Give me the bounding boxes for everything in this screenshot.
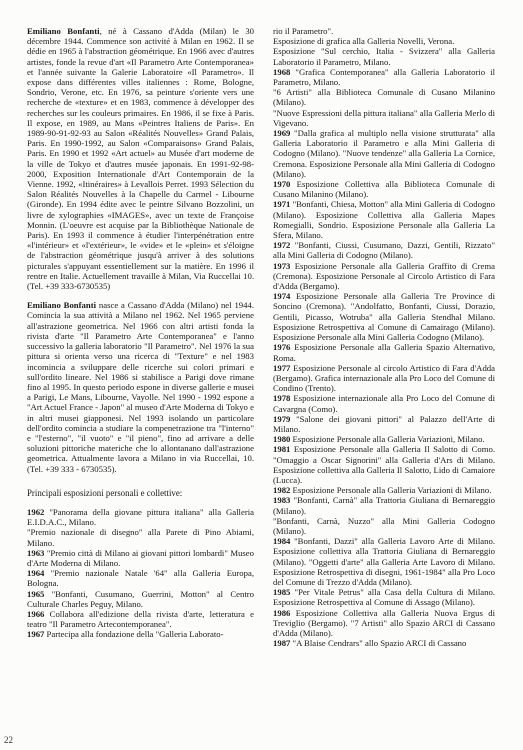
exhibition-entry — [273, 587, 495, 607]
exhibition-year: 1965 — [27, 588, 45, 599]
exhibition-year: 1966 — [27, 608, 45, 619]
exhibition-entry — [273, 291, 495, 342]
exhibition-year: 1963 — [27, 547, 45, 558]
exhibition-entry — [273, 485, 495, 495]
exhibition-entry — [273, 26, 495, 36]
exhibition-year: 1970 — [273, 179, 291, 190]
exhibition-entry — [273, 46, 495, 66]
exhibition-year: 1980 — [273, 434, 291, 445]
page-number: 22 — [4, 735, 13, 745]
exhibition-text: Esposizione Personale alla Galleria Variazioni di Milano. — [290, 485, 492, 496]
exhibition-text: "Bonfanti, Ciussi, Cusumano, Dazzi, Gentili, Rizzato" alla Mini Galleria di Codogno (Milano). — [273, 240, 495, 261]
exhibition-entry — [27, 507, 254, 527]
right-column — [273, 26, 495, 648]
exhibition-text: "A Blaise Cendrars" allo Spazio ARCI di Cassano — [290, 638, 467, 649]
exhibition-text: "Bonfanti, Carnà" alla Trattoria Giuliana di Bernareggio (Milano). — [273, 495, 495, 516]
exhibition-text: "Bonfanti, Dazzi" alla Galleria Lavoro Arte di Milano. Esposizione collettiva alla Trattoria Giuliana di Bernareggio (Milano). "Oggetti d'arte" alla Galleria Arte Lavoro di Milano. Esposizione Retrospettiva di disegni, 1961-1984" alla Pro Loco del Comune di Trezzo d'Adda (Milano). — [273, 536, 495, 587]
exhibition-text: Esposizione Personale alla Galleria Graffito di Crema (Cremona). Esposizione Personale al Circolo Artistico di Fara d'Adda (Bergamo). — [273, 260, 495, 292]
exhibition-year: 1964 — [27, 568, 45, 579]
exhibition-entry — [273, 108, 495, 128]
exhibition-year: 1972 — [273, 240, 291, 251]
exhibition-year: 1962 — [27, 506, 45, 517]
exhibition-text: Esposizione Collettiva alla Biblioteca Comunale di Cusano Milanino (Milano). — [273, 179, 495, 200]
italian-biography — [27, 300, 254, 473]
exhibition-text: "Panorama della giovane pittura italiana" alla Galleria E.I.D.A.C., Milano. — [27, 506, 254, 528]
exhibition-text: "Dalla grafica al multiplo nella visione strutturata" alla Galleria Laboratorio il Parametro e alla Mini Galleria di Codogno (Milano). "Nuove tendenze" alla Galleria La Cornice, Cremona. Esposizione Personale alla Mini Galleria di Codogno (Milano). — [273, 128, 495, 179]
exhibition-entry — [27, 589, 254, 609]
exhibition-year: 1969 — [273, 128, 291, 139]
exhibitions-heading: Principali esposizioni personali e collettive: — [27, 487, 183, 498]
exhibition-entry — [27, 568, 254, 588]
exhibition-entry — [273, 240, 495, 260]
exhibition-entry — [273, 67, 495, 87]
exhibition-year: 1976 — [273, 342, 291, 353]
exhibition-entry — [273, 434, 495, 444]
exhibition-year: 1984 — [273, 536, 291, 547]
exhibition-entry — [273, 342, 495, 362]
exhibition-entry — [273, 414, 495, 434]
exhibition-text: "Grafica Contemporanea" alla Galleria Laboratorio il Parametro, Milano. — [273, 66, 495, 88]
exhibition-entry — [27, 629, 254, 639]
exhibition-text: Esposizione internazionale alla Pro Loco del Comune di Cavargna (Como). — [273, 393, 495, 414]
exhibition-year: 1982 — [273, 485, 291, 496]
exhibition-text: Collabora all'edizione della rivista d'arte, letteratura e teatro "Il Parametro Artecontemporanea". — [27, 608, 254, 630]
exhibition-entry — [273, 608, 495, 639]
exhibitions-list-right — [273, 26, 495, 648]
exhibition-year: 1983 — [273, 495, 291, 506]
exhibition-year: 1977 — [273, 362, 291, 373]
exhibition-year: 1974 — [273, 291, 291, 302]
exhibition-year: 1971 — [273, 199, 291, 210]
exhibition-text: Partecipa alla fondazione della "Galleria Laborato- — [44, 629, 224, 640]
exhibition-year: 1973 — [273, 260, 291, 271]
exhibition-text: "6 Artisti" alla Biblioteca Comunale di Cusano Milanino (Milano). — [273, 87, 495, 108]
exhibition-entry — [273, 363, 495, 394]
exhibition-entry — [273, 638, 495, 648]
exhibition-entry — [273, 444, 495, 485]
exhibition-text: "Salone dei giovani pittori" al Palazzo dell'Arte di Milano. — [273, 413, 495, 434]
exhibition-year: 1978 — [273, 393, 291, 404]
exhibition-entry — [273, 36, 495, 46]
exhibition-year: 1985 — [273, 587, 291, 598]
exhibition-text: "Premio nazionale Natale '64" alla Galleria Europa, Bologna. — [27, 568, 254, 589]
biography-it-text: nasce a Cassano d'Adda (Milano) nel 1944. Comincia la sua attività a Milano nel 1962. Nel 1965 perviene all'astrazione geometrica. Nel 1966 con altri artisti fonda la rivista d'arte "Il Parametro Arte Contemporanea" e l'anno successivo la galleria laboratorio "Il Parametro". Nel 1976 la sua pittura si orienta verso una ricerca di "Texture" e nel 1983 incomincia a sviluppare delle ricerche sui colori primari e sull'ordito lineare. Nel 1986 si stabilisce a Parigi dove rimane fino al 1995. In questo periodo espone in diverse gallerie e musei a Parigi, Le Mans, Libourne, Vayolle. Nel 1990 - 1992 espone a "Art Actuel France - Japon" al museo d'Arte Moderna di Tokyo e in altri musei giapponesi. Nel 1993 isolando un particolare dell'ordito comincia a studiare la compenetrazione tra "l'interno" e "l'esterno", "il vuoto" e "il pieno", fino ad arrivare a delle soluzioni pittoriche materiche che lo allontanano dall'astrazione geometrica. Attualmente lavora a Milano in via Ruccellai, 10. (Tel. +39 333 - 6730535). — [27, 300, 254, 474]
exhibition-entry — [273, 261, 495, 292]
exhibition-text: "Nuove Espressioni della pittura italiana" alla Galleria Merlo di Vigevano. — [273, 107, 495, 128]
biography-fr-text: , né à Cassano d'Adda (Milan) le 30 décembre 1944. Commence son activité à Milan en 1962. Il se dédie en 1965 à l'abstraction géométrique. En 1966 avec d'autres artistes, fonde la revue d'art «Il Parametro Arte Contemporanea» et l'année suivante la Galerie Laboratoire «Il Parametro». Il expose dans différentes villes italiennes : Rome, Bologne, Sondrio, Verone, etc. En 1976, sa peinture s'oriente vers une recherche de «texture» et en 1983, commence à développer des recherches sur les couleurs primaires. En 1986, il se fixe à Paris. Il expose, en 1989, au Mans «Peintres Italiens de Paris». En 1989-90-91-92-93 au Salon «Réalités Nouvelles» Grand Palais, Paris. En 1990-1992, au Salon «Comparaisons» Grand Palais, Paris. En 1990 et 1992 «Art actuel» au Musée d'art moderne de la ville de Tokyo et d'autres musée japonais. En 1991-92-98-2000, Exposition Internationale d'Art Contemporain de la Vienne. 1992, «Itinéraires» à Levallois Perret. 1993 Sélection du Salon Réalités Nouvelles à la Chapelle du Carmel - Libourne (Gironde). En 1994 édite avec le peintre Silvano Bozzolini, un livre de xylographies «IMAGES», avec un texte de Françoise Monnin. (L'oeuvre est acquise par la Bibliothèque Nationale de Paris). En 1993 il commence à étudier l'interpénétration entre «l'intérieur» et «l'extérieur», le «vide» et le «plein» et s'éloigne de l'abstraction géométrique jusqu'à arriver à des solutions picturales s'appuyant essentiellement sur la matière. En 1996 il rentre en Italie. Actuellement travaille à Milan, Via Ruccellai 10. (Tel. +39 333-6730535) — [27, 26, 255, 292]
exhibition-text: Esposizione Personale alla Galleria Spazio Alternativo, Roma. — [273, 342, 495, 363]
exhibition-text: Esposizione Collettiva alla Galleria Nuova Ergus di Treviglio (Bergamo). "7 Artisti" allo Spazio ARCI di Cassano d'Adda (Milano). — [273, 607, 495, 638]
left-column — [27, 26, 254, 640]
exhibition-entry — [273, 495, 495, 515]
exhibition-year: 1987 — [273, 638, 291, 649]
exhibition-entry — [273, 179, 495, 199]
exhibition-text: Esposizione "Sul cerchio, Italia - Svizzera" alla Galleria Laboratorio il Parametro, Milano. — [273, 46, 495, 67]
exhibitions-list-left — [27, 507, 254, 640]
exhibition-text: Esposizione Personale alla Galleria Tre Province di Soncino (Cremona). "Andolfatto, Bonfanti, Ciussi, Dorazio, Gentili, Picasso, Wotruba" alla Galleria Stendhal Milano. Esposizione Retrospettiva al Comune di Camairago (Milano). Esposizione Personale alla Mini Galleria Codogno (Milano). — [273, 291, 495, 343]
exhibition-text: "Premio nazionale di disegno" alla Parete di Pino Abiami, Milano. — [27, 527, 254, 548]
exhibition-text: Esposizione Personale alla Galleria Il Salotto di Como. "Omaggio a Oscar Signorini" alla Galleria d'Ars di Milano. Esposizione collettiva alla Galleria Il Salotto, Lido di Camaiore (Lucca). — [273, 444, 495, 485]
exhibition-entry — [273, 87, 495, 107]
exhibition-entry — [273, 128, 495, 179]
exhibition-year: 1967 — [27, 629, 45, 640]
exhibition-entry — [273, 393, 495, 413]
exhibition-text: "Bonfanti, Carnà, Nuzzo" alla Mini Galleria Codogno (Milano). — [273, 515, 495, 536]
artist-name-fr: Emiliano Bonfanti — [27, 26, 100, 36]
exhibition-text: "Bonfanti, Cusumano, Guerrini, Motton" al Centro Culturale Charles Peguy, Milano. — [27, 588, 254, 609]
exhibition-entry — [27, 527, 254, 547]
exhibition-year: 1986 — [273, 607, 291, 618]
exhibition-entry — [27, 609, 254, 629]
exhibition-year: 1979 — [273, 413, 291, 424]
exhibition-year: 1981 — [273, 444, 291, 455]
french-biography — [27, 26, 254, 291]
exhibition-entry — [273, 516, 495, 536]
exhibition-text: Esposizione Personale al circolo Artistico di Fara d'Adda (Bergamo). Grafica internazionale alla Pro Loco del Comune di Condino (Trento). — [273, 362, 495, 394]
exhibition-text: Esposizione di grafica alla Galleria Novelli, Verona. — [273, 36, 455, 47]
exhibition-text: "Premio città di Milano ai giovani pittori lombardi" Museo d'Arte Moderna di Milano. — [27, 547, 254, 568]
exhibition-year: 1968 — [273, 66, 291, 77]
exhibition-entry — [27, 548, 254, 568]
exhibition-text: "Per Vitale Petrus" alla Casa della Cultura di Milano. Esposizione Retrospettiva al Comune di Assago (Milano). — [273, 587, 495, 608]
exhibition-entry — [273, 536, 495, 587]
exhibition-text: Esposizione Personale alla Galleria Variazioni, Milano. — [290, 434, 485, 445]
exhibition-text: "Bonfanti, Chiesa, Motton" alla Mini Galleria di Codogno (Milano). Esposizione Collettiva alla Galleria Mapes Romegialli, Sondrio. Esposizione Personale alla Galleria La Sfera, Milano. — [273, 199, 495, 241]
exhibition-text: rio il Parametro". — [273, 26, 334, 36]
exhibition-entry — [273, 199, 495, 240]
artist-name-it: Emiliano Bonfanti — [27, 300, 97, 311]
